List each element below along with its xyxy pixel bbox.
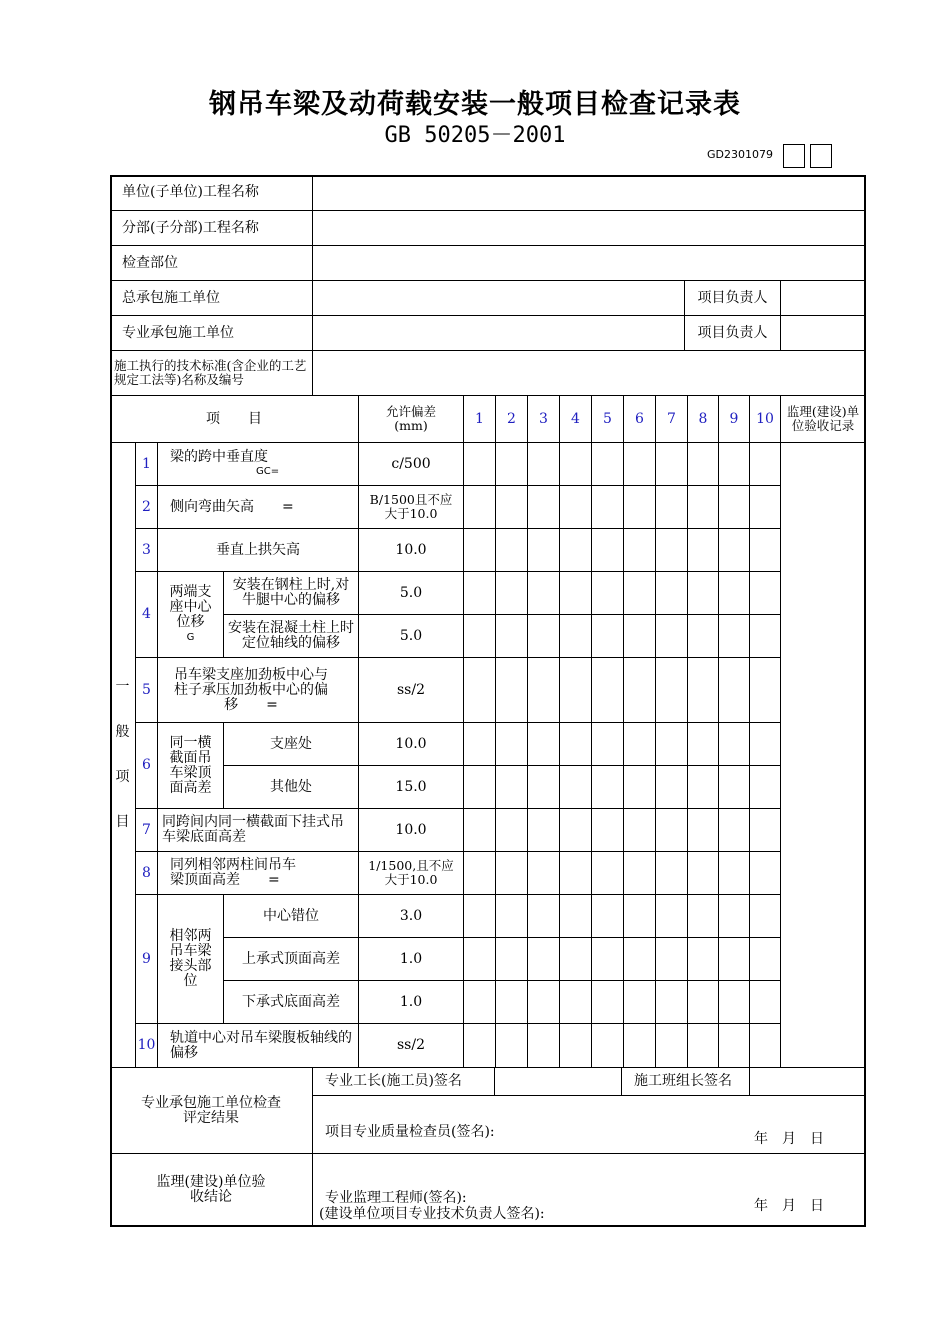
measurement-cell[interactable] [656, 723, 688, 766]
item-name: 同跨间内同一横截面下挂式吊车梁底面高差 [158, 809, 359, 852]
measurement-cell[interactable] [750, 615, 781, 658]
measurement-cell[interactable] [560, 443, 592, 486]
supervisor-conclusion-label: 监理(建设)单位验收结论 [110, 1154, 313, 1227]
row-number: 10 [136, 1024, 158, 1068]
point-header: 5 [592, 396, 624, 443]
measurement-cell[interactable] [528, 766, 560, 809]
measurement-cell[interactable] [750, 723, 781, 766]
row-number: 8 [136, 852, 158, 895]
measurement-cell[interactable] [688, 486, 719, 529]
row-number: 7 [136, 809, 158, 852]
measurement-cell[interactable] [624, 443, 656, 486]
item-sub-name: 安装在钢柱上时,对牛腿中心的偏移 [224, 572, 359, 615]
measurement-cell[interactable] [624, 615, 656, 658]
measurement-cell[interactable] [624, 1024, 656, 1068]
point-header: 2 [496, 396, 528, 443]
measurement-cell[interactable] [624, 809, 656, 852]
supervisor-engineer-label: 专业监理工程师(签名): [325, 1190, 467, 1206]
measurement-cell[interactable] [719, 766, 750, 809]
measurement-cell[interactable] [688, 1024, 719, 1068]
measurement-cell[interactable] [656, 852, 688, 895]
measurement-cell[interactable] [496, 723, 528, 766]
point-header: 8 [688, 396, 719, 443]
sub-project-label: 分部(子分部)工程名称 [110, 211, 313, 246]
measurement-cell[interactable] [719, 572, 750, 615]
inspect-location-label: 检查部位 [110, 246, 313, 281]
measurement-cell[interactable] [496, 443, 528, 486]
measurement-cell[interactable] [750, 443, 781, 486]
measurement-cell[interactable] [496, 572, 528, 615]
measurement-cell[interactable] [592, 938, 624, 981]
measurement-cell[interactable] [528, 572, 560, 615]
supervisor-header: 监理(建设)单位验收记录 [781, 396, 866, 443]
measurement-cell[interactable] [688, 443, 719, 486]
tolerance-value: 10.0 [359, 723, 464, 766]
item-name: 同列相邻两柱间吊车梁顶面高差 = [158, 852, 359, 895]
measurement-cell[interactable] [719, 852, 750, 895]
row-number: 1 [136, 443, 158, 486]
measurement-cell[interactable] [560, 766, 592, 809]
sub-project-field[interactable] [313, 211, 866, 246]
measurement-cell[interactable] [496, 809, 528, 852]
measurement-cell[interactable] [560, 938, 592, 981]
measurement-cell[interactable] [496, 766, 528, 809]
measurement-cell[interactable] [464, 443, 496, 486]
inspect-location-field[interactable] [313, 246, 866, 281]
form-code-box-2[interactable] [810, 144, 832, 168]
point-header: 3 [528, 396, 560, 443]
measurement-cell[interactable] [592, 615, 624, 658]
measurement-cell[interactable] [719, 809, 750, 852]
measurement-cell[interactable] [496, 981, 528, 1024]
item-name: 垂直上拱矢高 [158, 529, 359, 572]
measurement-cell[interactable] [496, 486, 528, 529]
measurement-cell[interactable] [688, 658, 719, 723]
tolerance-value: 5.0 [359, 615, 464, 658]
date-label-2: 年 月 日 [754, 1198, 824, 1214]
measurement-cell[interactable] [528, 981, 560, 1024]
measurement-cell[interactable] [719, 529, 750, 572]
measurement-cell[interactable] [750, 529, 781, 572]
measurement-cell[interactable] [592, 486, 624, 529]
point-header: 4 [560, 396, 592, 443]
measurement-cell[interactable] [464, 938, 496, 981]
standard-code: GB 50205－2001 [384, 123, 566, 148]
foreman-label: 专业工长(施工员)签名 [313, 1068, 495, 1096]
measurement-cell[interactable] [719, 723, 750, 766]
item-sub-name: 上承式顶面高差 [224, 938, 359, 981]
measurement-cell[interactable] [750, 766, 781, 809]
item-sub-name: 中心错位 [224, 895, 359, 938]
row-number: 9 [136, 895, 158, 1024]
measurement-cell[interactable] [592, 1024, 624, 1068]
measurement-cell[interactable] [750, 981, 781, 1024]
item-header: 项 目 [110, 396, 359, 443]
point-header: 9 [719, 396, 750, 443]
team-leader-signature-field[interactable] [750, 1068, 866, 1096]
measurement-cell[interactable] [750, 572, 781, 615]
measurement-cell[interactable] [592, 443, 624, 486]
measurement-cell[interactable] [750, 938, 781, 981]
tolerance-value: c/500 [359, 443, 464, 486]
specialty-contractor-field[interactable] [313, 316, 685, 351]
measurement-cell[interactable] [528, 443, 560, 486]
measurement-cell[interactable] [560, 572, 592, 615]
measurement-cell[interactable] [464, 1024, 496, 1068]
measurement-cell[interactable] [688, 809, 719, 852]
measurement-cell[interactable] [464, 615, 496, 658]
measurement-cell[interactable] [496, 852, 528, 895]
tolerance-value: 5.0 [359, 572, 464, 615]
item-sub-name: 下承式底面高差 [224, 981, 359, 1024]
measurement-cell[interactable] [750, 852, 781, 895]
measurement-cell[interactable] [750, 809, 781, 852]
date-label-1: 年 月 日 [754, 1131, 824, 1147]
item-name: 梁的跨中垂直度 GC= [158, 443, 359, 486]
measurement-cell[interactable] [624, 486, 656, 529]
measurement-cell[interactable] [560, 809, 592, 852]
measurement-cell[interactable] [656, 658, 688, 723]
tolerance-value: 10.0 [359, 529, 464, 572]
specialty-contractor-label: 专业承包施工单位 [110, 316, 313, 351]
general-items-label: 一 般 项 目 [110, 443, 136, 1068]
measurement-cell[interactable] [560, 895, 592, 938]
form-code-box-1[interactable] [783, 144, 805, 168]
measurement-cell[interactable] [719, 658, 750, 723]
measurement-cell[interactable] [624, 723, 656, 766]
point-header: 1 [464, 396, 496, 443]
measurement-cell[interactable] [560, 529, 592, 572]
measurement-cell[interactable] [464, 809, 496, 852]
measurement-cell[interactable] [592, 572, 624, 615]
measurement-cell[interactable] [464, 981, 496, 1024]
measurement-cell[interactable] [719, 443, 750, 486]
qc-inspector-label: 项目专业质量检查员(签名): [325, 1124, 495, 1140]
project-manager-field-1[interactable] [781, 281, 866, 316]
measurement-cell[interactable] [719, 615, 750, 658]
measurement-cell[interactable] [688, 895, 719, 938]
measurement-cell[interactable] [624, 895, 656, 938]
tolerance-header: 允许偏差(mm) [359, 396, 464, 443]
measurement-cell[interactable] [528, 615, 560, 658]
measurement-cell[interactable] [656, 486, 688, 529]
item-name: 侧向弯曲矢高 = [158, 486, 359, 529]
measurement-cell[interactable] [624, 852, 656, 895]
measurement-cell[interactable] [528, 529, 560, 572]
measurement-cell[interactable] [592, 529, 624, 572]
tolerance-value: 15.0 [359, 766, 464, 809]
measurement-cell[interactable] [656, 766, 688, 809]
item-group-name: 两端支座中心位移 G [158, 572, 224, 658]
row-number: 6 [136, 723, 158, 809]
measurement-cell[interactable] [496, 615, 528, 658]
measurement-cell[interactable] [719, 895, 750, 938]
supervisor-record-field[interactable] [781, 443, 866, 1068]
measurement-cell[interactable] [592, 895, 624, 938]
row-number: 4 [136, 572, 158, 658]
tolerance-value: 10.0 [359, 809, 464, 852]
measurement-cell[interactable] [560, 1024, 592, 1068]
measurement-cell[interactable] [656, 809, 688, 852]
measurement-cell[interactable] [496, 938, 528, 981]
item-group-name: 相邻两吊车梁接头部位 [158, 895, 224, 1024]
form-code: GD2301079 [707, 148, 773, 161]
measurement-cell[interactable] [656, 529, 688, 572]
measurement-cell[interactable] [528, 486, 560, 529]
tolerance-value: ss/2 [359, 1024, 464, 1068]
row-number: 5 [136, 658, 158, 723]
measurement-cell[interactable] [750, 658, 781, 723]
item-sub-name: 其他处 [224, 766, 359, 809]
measurement-cell[interactable] [592, 809, 624, 852]
general-contractor-field[interactable] [313, 281, 685, 316]
measurement-cell[interactable] [656, 1024, 688, 1068]
item-group-name: 同一横截面吊车梁顶面高差 [158, 723, 224, 809]
project-manager-label-2: 项目负责人 [685, 316, 781, 351]
measurement-cell[interactable] [464, 723, 496, 766]
measurement-cell[interactable] [464, 572, 496, 615]
measurement-cell[interactable] [624, 529, 656, 572]
measurement-cell[interactable] [750, 895, 781, 938]
row-number: 2 [136, 486, 158, 529]
foreman-signature-field[interactable] [495, 1068, 622, 1096]
measurement-cell[interactable] [528, 723, 560, 766]
unit-project-field[interactable] [313, 175, 866, 211]
tolerance-value: 1.0 [359, 981, 464, 1024]
team-leader-label: 施工班组长签名 [622, 1068, 750, 1096]
measurement-cell[interactable] [528, 895, 560, 938]
measurement-cell[interactable] [528, 938, 560, 981]
measurement-cell[interactable] [688, 572, 719, 615]
measurement-cell[interactable] [750, 486, 781, 529]
measurement-cell[interactable] [719, 486, 750, 529]
unit-project-label: 单位(子单位)工程名称 [110, 175, 313, 211]
general-contractor-label: 总承包施工单位 [110, 281, 313, 316]
measurement-cell[interactable] [624, 658, 656, 723]
item-name: 吊车梁支座加劲板中心与柱子承压加劲板中心的偏移 = [158, 658, 359, 723]
measurement-cell[interactable] [719, 1024, 750, 1068]
measurement-cell[interactable] [719, 981, 750, 1024]
measurement-cell[interactable] [656, 443, 688, 486]
tolerance-value: 1.0 [359, 938, 464, 981]
measurement-cell[interactable] [656, 938, 688, 981]
measurement-cell[interactable] [528, 852, 560, 895]
owner-tech-label: (建设单位项目专业技术负责人签名): [319, 1206, 545, 1222]
measurement-cell[interactable] [464, 658, 496, 723]
measurement-cell[interactable] [592, 852, 624, 895]
measurement-cell[interactable] [560, 852, 592, 895]
measurement-cell[interactable] [592, 723, 624, 766]
measurement-cell[interactable] [656, 895, 688, 938]
measurement-cell[interactable] [496, 529, 528, 572]
measurement-cell[interactable] [688, 723, 719, 766]
measurement-cell[interactable] [560, 981, 592, 1024]
measurement-cell[interactable] [464, 766, 496, 809]
measurement-cell[interactable] [496, 895, 528, 938]
standard-name-field[interactable] [313, 351, 866, 396]
measurement-cell[interactable] [560, 615, 592, 658]
measurement-cell[interactable] [656, 615, 688, 658]
page-title: 钢吊车梁及动荷载安装一般项目检查记录表 [209, 89, 741, 120]
measurement-cell[interactable] [496, 1024, 528, 1068]
tolerance-value: ss/2 [359, 658, 464, 723]
item-sub-name: 安装在混凝土柱上时定位轴线的偏移 [224, 615, 359, 658]
measurement-cell[interactable] [528, 809, 560, 852]
measurement-cell[interactable] [528, 658, 560, 723]
measurement-cell[interactable] [624, 938, 656, 981]
measurement-cell[interactable] [719, 938, 750, 981]
standard-name-label: 施工执行的技术标准(含企业的工艺规定工法等)名称及编号 [110, 351, 313, 396]
measurement-cell[interactable] [624, 981, 656, 1024]
measurement-cell[interactable] [750, 1024, 781, 1068]
project-manager-field-2[interactable] [781, 316, 866, 351]
item-sub-name: 支座处 [224, 723, 359, 766]
measurement-cell[interactable] [464, 529, 496, 572]
measurement-cell[interactable] [560, 723, 592, 766]
measurement-cell[interactable] [560, 486, 592, 529]
contractor-result-label: 专业承包施工单位检查评定结果 [110, 1068, 313, 1154]
measurement-cell[interactable] [656, 572, 688, 615]
measurement-cell[interactable] [464, 486, 496, 529]
measurement-cell[interactable] [656, 981, 688, 1024]
point-header: 6 [624, 396, 656, 443]
measurement-cell[interactable] [464, 895, 496, 938]
point-header: 10 [750, 396, 781, 443]
measurement-cell[interactable] [688, 766, 719, 809]
item-name: 轨道中心对吊车梁腹板轴线的偏移 [158, 1024, 359, 1068]
measurement-cell[interactable] [688, 852, 719, 895]
tolerance-value: B/1500且不应大于10.0 [359, 486, 464, 529]
measurement-cell[interactable] [464, 852, 496, 895]
measurement-cell[interactable] [528, 1024, 560, 1068]
measurement-cell[interactable] [688, 981, 719, 1024]
row-number: 3 [136, 529, 158, 572]
measurement-cell[interactable] [624, 572, 656, 615]
point-header: 7 [656, 396, 688, 443]
measurement-cell[interactable] [592, 658, 624, 723]
measurement-cell[interactable] [688, 615, 719, 658]
measurement-cell[interactable] [688, 529, 719, 572]
measurement-cell[interactable] [592, 766, 624, 809]
tolerance-value: 1/1500,且不应大于10.0 [359, 852, 464, 895]
project-manager-label-1: 项目负责人 [685, 281, 781, 316]
measurement-cell[interactable] [496, 658, 528, 723]
measurement-cell[interactable] [592, 981, 624, 1024]
measurement-cell[interactable] [624, 766, 656, 809]
measurement-cell[interactable] [560, 658, 592, 723]
tolerance-value: 3.0 [359, 895, 464, 938]
measurement-cell[interactable] [688, 938, 719, 981]
